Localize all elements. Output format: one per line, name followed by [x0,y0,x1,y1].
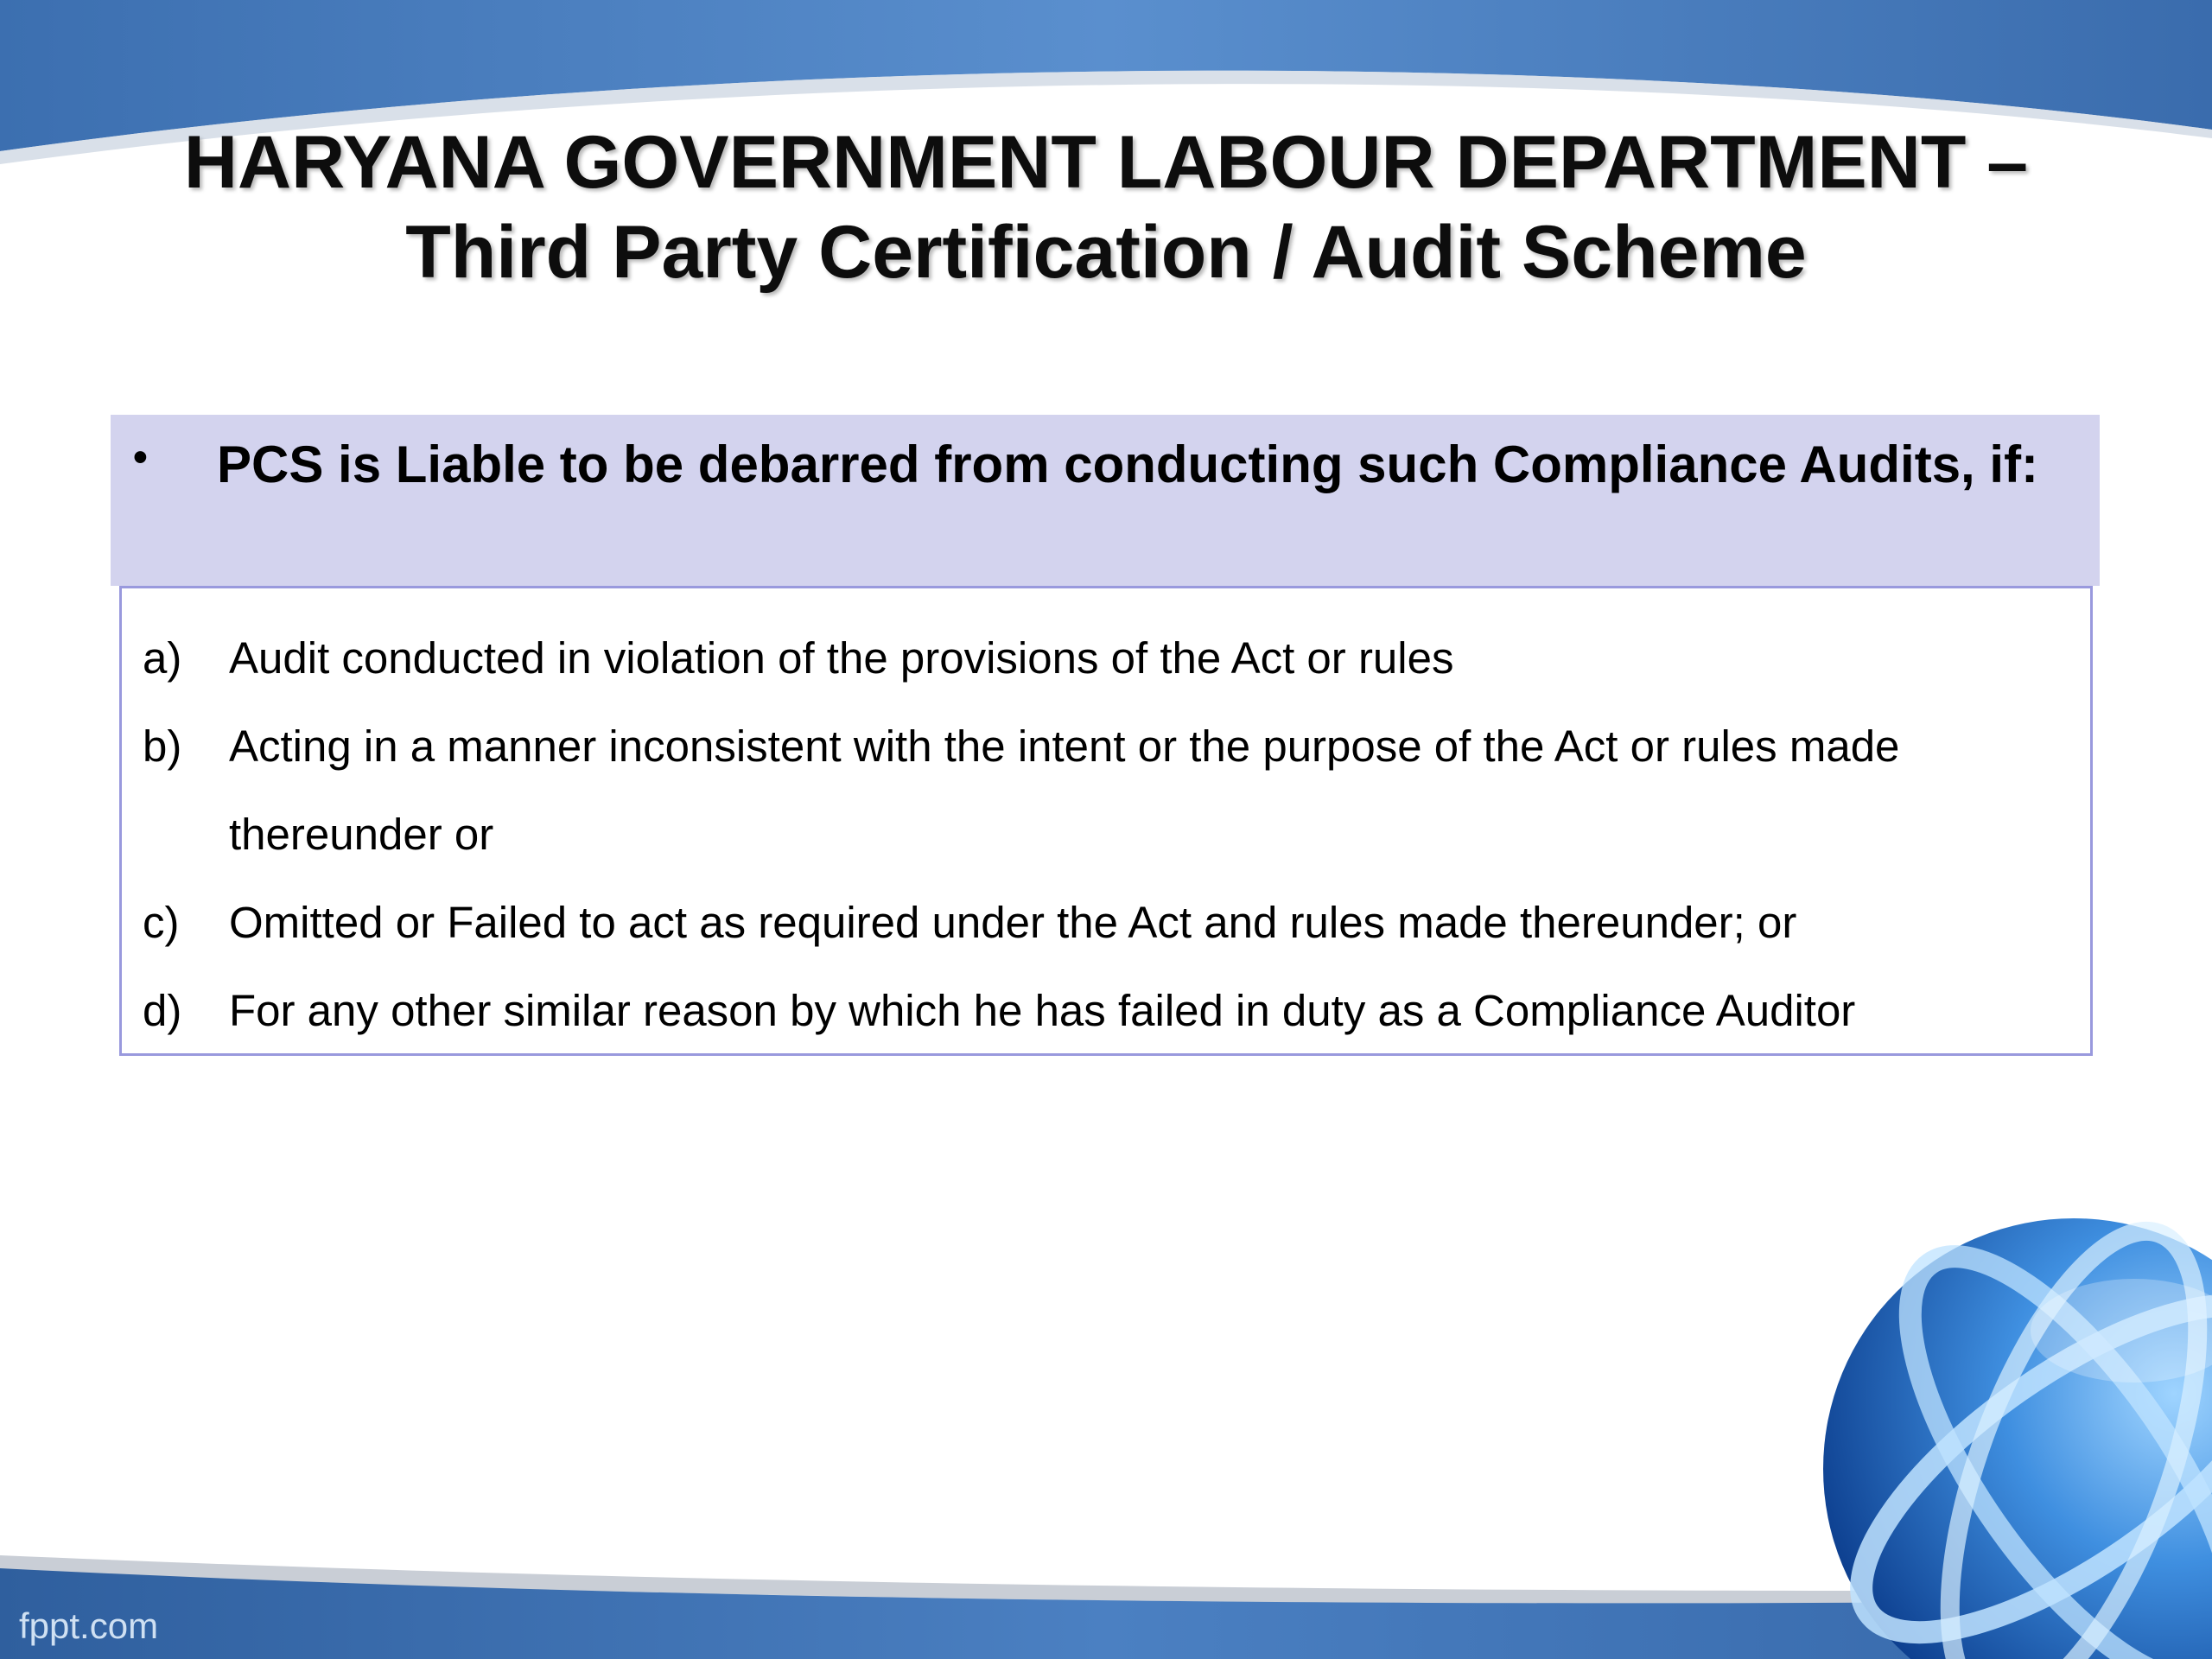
globe-icon [1814,1201,2212,1659]
list-item-marker: d) [143,986,182,1035]
list-item-text: Acting in a manner inconsistent with the intent or the purpose of the Act or rules made thereunder or [229,721,1900,859]
list-item-marker: a) [143,633,182,683]
list-item-text: Omitted or Failed to act as required under the Act and rules made thereunder; or [229,898,1797,947]
bullet-header-text: PCS is Liable to be debarred from conducting such Compliance Audits, if: [217,435,2039,493]
slide-title [0,118,2212,297]
conditions-list [143,614,2069,1055]
list-item [143,879,2069,967]
list-item-marker: b) [143,721,182,771]
list-item-text: For any other similar reason by which he has failed in duty as a Compliance Auditor [229,986,1856,1035]
conditions-list-box [119,586,2093,1056]
slide-title-line2: Third Party Certification / Audit Scheme [405,211,1807,294]
list-item [143,614,2069,702]
bullet-icon: • [133,435,148,480]
list-item-text: Audit conducted in violation of the provisions of the Act or rules [229,633,1454,683]
bullet-header-box [111,415,2100,586]
footer-brand: fppt.com [19,1605,159,1646]
slide-title-line1: HARYANA GOVERNMENT LABOUR DEPARTMENT – [183,121,2029,204]
list-item-marker: c) [143,898,180,947]
list-item [143,702,2069,879]
list-item [143,967,2069,1055]
